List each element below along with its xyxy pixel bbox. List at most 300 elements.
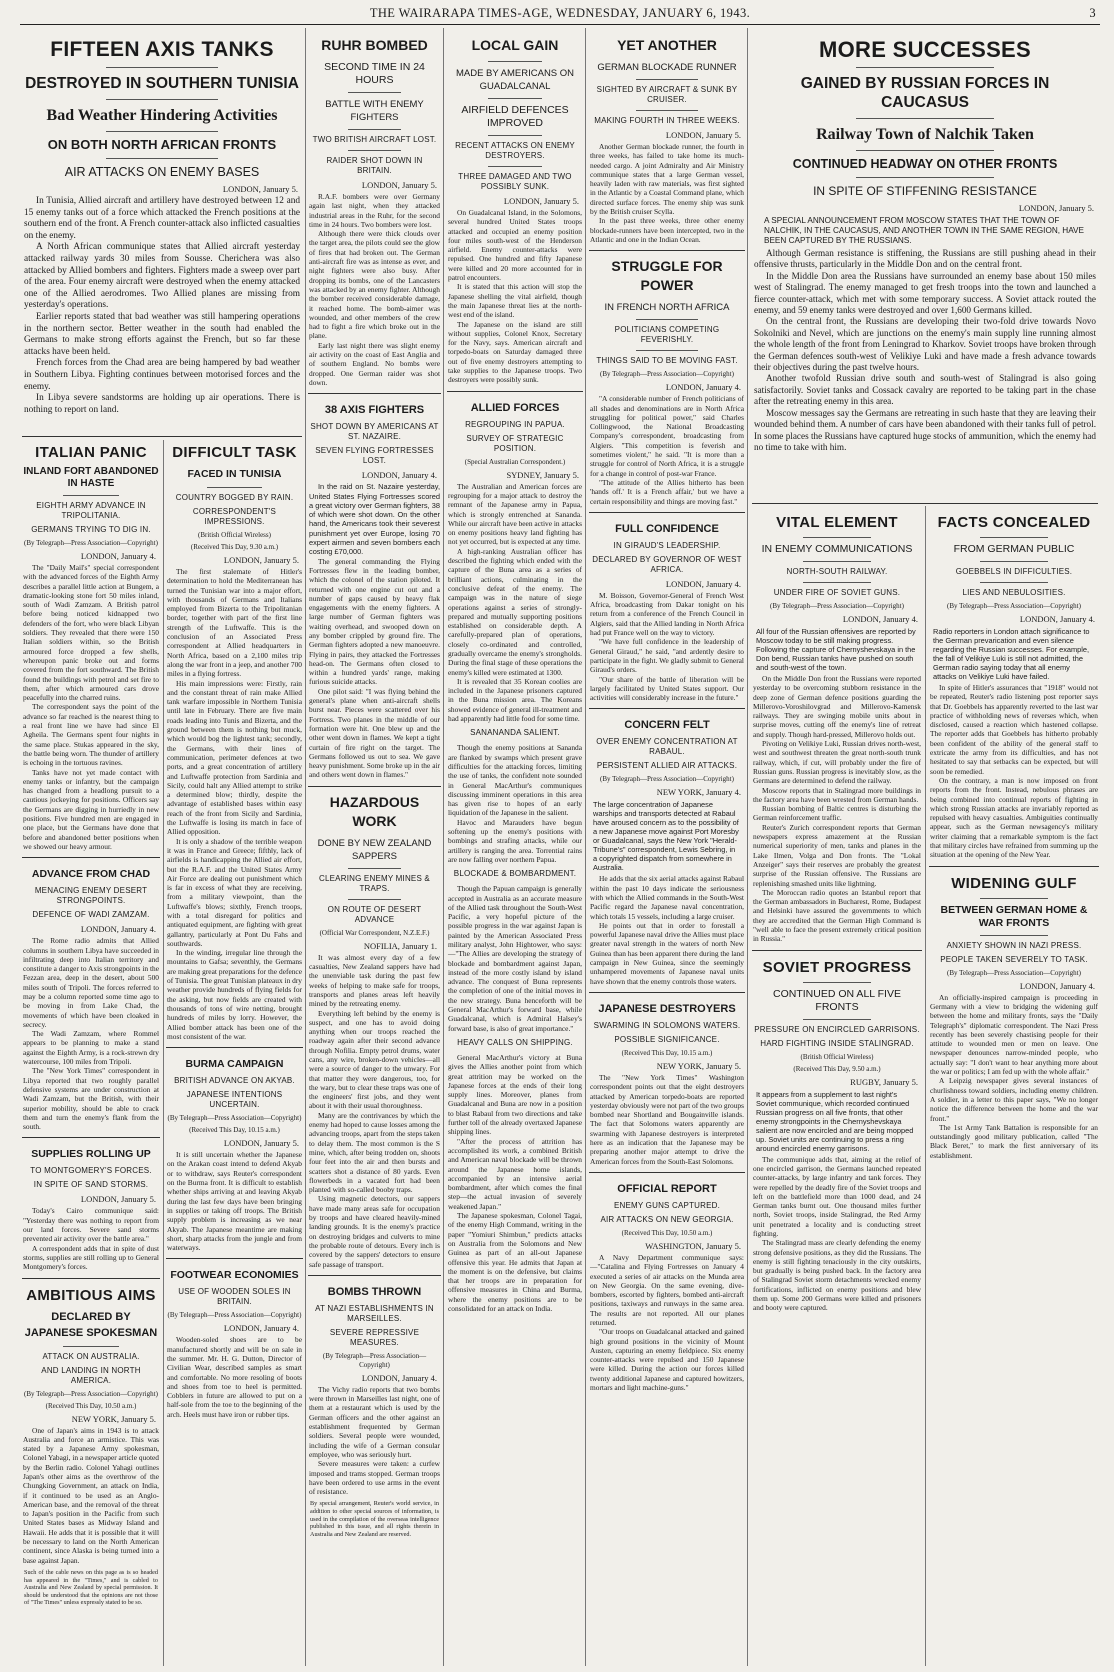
section-rule <box>589 992 745 993</box>
subheadline: IN GIRAUD'S LEADERSHIP. <box>613 540 721 550</box>
received-line: (Received This Day, 10.15 a.m.) <box>189 1126 280 1135</box>
masthead-rule <box>20 24 1100 25</box>
article-body <box>590 394 744 506</box>
credit: (By Telegraph—Press Association—Copyright) <box>770 602 904 610</box>
subheadline: TO MONTGOMERY'S FORCES. <box>30 1166 152 1176</box>
headline: OFFICIAL REPORT <box>617 1182 717 1195</box>
subheadline: OVER ENEMY CONCENTRATION AT RABAUL. <box>596 737 738 757</box>
paragraph: General MacArthur's victory at Buna gives the Allies another point from which great attrition may be worked on the Japanese forces at the ends of their long supply lines. Moreover, planes from Guadalcanal and Buna are now in a position to blast Rabaul from two directions and take further toll of the already overtaxed Japanese shipping lines. <box>448 1052 582 1137</box>
subheadline: BRITISH ADVANCE ON AKYAB. <box>174 1076 295 1086</box>
article-body <box>753 1155 921 1313</box>
subheadline: MADE BY AMERICANS ON GUADALCANAL <box>455 68 575 92</box>
section-rule <box>166 1258 303 1259</box>
dateline: LONDON, January 4. <box>1019 980 1095 991</box>
paragraph: Everything left behind by the enemy is suspect, and one has to avoid doing anything when our troops reached the roadway again after their second advance through Nofilia. Empty petrol drums, water cans, any wire, broken-down vehicles—all were a source of danger to the unwary. For that matter they were dangerous, too, for the wary, but to clear these traps was one of the engineers' first jobs, and they went about it with their usual thoroughness. <box>309 1008 440 1111</box>
paragraph: The Stalingrad mass are clearly defending the enemy strong defensive positions, as they did the Russians. The enemy is still fighting tenaciously in the city outskirts, but gradually is being pushed back. In the factory area of Stalingrad Soviet storm detachments wrecked enemy fortifications, inflicted on enemy positions and blew them up. Some 200 Germans were killed and prisoners and booty were captured. <box>753 1238 921 1313</box>
headline: ALLIED FORCES <box>470 401 560 414</box>
paragraph: On Guadalcanal Island, in the Solomons, several hundred United States troops attacked and occupied an enemy position four miles south-west of the Henderson airfield. Enemy counter-attacks were repulsed. One hundred and fifty Japanese were killed and 20 more accounted for in patrol encounters. <box>448 208 582 283</box>
lead-paragraph: The large concentration of Japanese warships and transports detected at Rabaul have aroused concern as to the possibility of a new Japanese move against Port Moresby or Guadalcanal, says the New York "Herald-Tribune's" correspondent, Lewis Sebring, in a copyrighted dispatch from somewhere in Australia. <box>593 800 739 873</box>
column-divider <box>585 28 586 1666</box>
paragraph: The first stalemate of Hitler's determination to hold the Mediterranean has turned the Tunisian war into a major effort, with thousands of Germans and Italians employed from Bizerta to the Tripolitanian border, together with part of the first line strength of the Luftwaffe. This is the conclusion of an Associated Press correspondent at Allied headquarters in North Africa, based on a 2,100 miles trip along the war front in a jeep, and another 700 miles in a flying fortress. <box>167 567 302 679</box>
headline: LOCAL GAIN <box>471 37 559 53</box>
paragraph: On the Middle Don front the Russians were reported yesterday to be overcoming stubborn resistance in the deep zone of German defence positions guarding the Millerovo-Voroshilovgrad and Millerovo-Kamensk railways. They are swinging mobile units about in surprise moves, cutting off the enemy's line of retreat and supply. Though hard-pressed, Millerovo holds out. <box>753 674 921 739</box>
headline: FULL CONFIDENCE <box>615 522 719 535</box>
headline: BURMA CAMPAIGN <box>185 1058 284 1071</box>
paragraph: Although German resistance is stiffening, the Russians are still pushing ahead in their offensive thrusts, particularly in the Middle Don and on the central front. <box>754 248 1096 270</box>
paragraph: "We have full confidence in the leadership of General Giraud," he said, "and ardently desire to participate in the fight. We gladly submit to General Giraud's orders. <box>590 637 744 675</box>
subheadline: SWARMING IN SOLOMONS WATERS. <box>593 1020 741 1030</box>
headline-rule <box>106 67 218 68</box>
credit: (By Telegraph—Press Association—Copyright) <box>947 602 1081 610</box>
subheadline: SHOT DOWN BY AMERICANS AT ST. NAZAIRE. <box>310 422 439 442</box>
headline-rule <box>348 899 401 900</box>
headline-rule <box>856 67 994 68</box>
subheadline: SEVEN FLYING FORTRESSES LOST. <box>315 446 434 466</box>
headline: 38 AXIS FIGHTERS <box>324 404 425 417</box>
dateline: LONDON, January 4. <box>361 1372 437 1383</box>
section-rule <box>589 250 745 251</box>
headline-rule <box>980 561 1048 562</box>
column-divider <box>747 28 748 1666</box>
headline: AMBITIOUS AIMS <box>26 1286 156 1304</box>
section-rule <box>22 436 302 437</box>
paragraph: Earlier reports stated that bad weather was still hampering operations in the northern sector. Better weather in the south had enabled the Germans to make strong efforts against the French, but so far these attacks have been held. <box>24 311 300 357</box>
section-rule <box>447 391 583 392</box>
paragraph: Using magnetic detectors, our sappers have made many areas safe for occupation by troops and have cleared heavily-mined landing grounds. It is the enemy's practice on destroying bridges and culverts to mine the probable route of detours. Every inch is covered by the sappers' detectors to ensure safe passage of transport. <box>309 1194 440 1269</box>
section-subhead: SANANANDA SALIENT. <box>470 728 560 738</box>
headline-rule <box>488 98 542 99</box>
headline: CONCERN FELT <box>624 719 710 732</box>
subheadline: GAINED BY RUSSIAN FORCES IN CAUCASUS <box>800 75 1050 111</box>
paragraph: It is still uncertain whether the Japanese on the Arakan coast intend to defend Akyab or to withdraw, says Reuter's correspondent on the Burma front. It is difficult to establish whether ships arriving at and leaving Akyab during the last few days have been bringing in supplies or taking off troops. The British supply problem is increasing as we near Akyab. The Japanese meantime are making short, sharp attacks from the jungle and from waterways. <box>167 1150 302 1253</box>
paragraph: Moscow reports that in Stalingrad more buildings in the factory area have been wrested from German hands. <box>753 785 921 804</box>
dateline: LONDON, January 4. <box>842 614 918 624</box>
column-2 <box>166 440 303 1668</box>
dateline: NEW YORK, January 4. <box>656 787 741 798</box>
paragraph: On the central front, the Russians are developing their two-fold drive towards Novo Sokolniki and Nevel, which are junctions on the enemy's main supply line running almost the whole length of the front from Leningrad to Kharkov. Soviet troops have broken through the German defences south-west of Velikiye Luki and have made a fresh advance towards their objectives during the past twelve hours. <box>754 316 1096 373</box>
subheadline: MAKING FOURTH IN THREE WEEKS. <box>594 116 740 125</box>
dateline: LONDON, January 5. <box>1018 203 1094 213</box>
paragraph: Today's Cairo communique said: "Yesterday there was nothing to report from our land forces. Severe sand storms prevented air activity over the battle area." <box>23 1206 159 1244</box>
subheadline: RAIDER SHOT DOWN IN BRITAIN. <box>326 156 423 175</box>
subheadline: UNDER FIRE OF SOVIET GUNS. <box>773 588 901 597</box>
subheadline: BATTLE WITH ENEMY FIGHTERS <box>325 99 424 123</box>
paragraph: The general commanding the Flying Fortresses flew in the leading bomber, which the colonel of the station piloted. It returned with one engine cut out and a number of gaps caused by heavy flak engagements with the enemy fighters. A large number of German fighters was waiting overhead, and swooped down on any bomber crippled by ground fire. The German fighters adopted a new manoeuvre. Flying in pairs, they attacked the Fortresses head-on. The Germans often closed to within a hundred yards' range, making furious suicide attacks. <box>309 556 440 687</box>
subheadline: PEOPLE TAKEN SEVERELY TO TASK. <box>940 954 1088 964</box>
article-body <box>167 567 302 1041</box>
paragraph: The Wadi Zamzam, where Rommel appears to be planning to make a stand against the Eighth Army, is a rock-strewn dry watercourse, 100 miles from Tripoli. <box>23 1029 159 1067</box>
subheadline: USE OF WOODEN SOLES IN BRITAIN. <box>178 1287 291 1307</box>
paragraph: M. Boisson, Governor-General of French West Africa, broadcasting from Dakar tonight on his return from a conference of the French Council in Algiers, said that the Allied landing in North Africa had put France well on the way to victory. <box>590 590 744 638</box>
section-rule <box>166 1047 303 1048</box>
headline-rule <box>980 537 1048 538</box>
headline: FOOTWEAR ECONOMIES <box>170 1269 299 1282</box>
subheadline: ON ROUTE OF DESERT ADVANCE <box>327 904 422 924</box>
headline-rule <box>106 131 218 132</box>
subheadline: SEVERE REPRESSIVE MEASURES. <box>329 1327 420 1347</box>
section-subhead: BLOCKADE & BOMBARDMENT. <box>453 869 577 879</box>
credit: (By Telegraph—Press Association—Copyright) <box>947 968 1081 977</box>
subheadline: DECLARED BY GOVERNOR OF WEST AFRICA. <box>592 554 742 574</box>
article-body <box>448 208 582 385</box>
paragraph: The Japanese spokesman, Colonel Tagai, of the enemy High Command, writing in the paper "Yomiuri Shimbun," predicts attacks on Australia from the Solomons and New Guinea as part of an all-out Japanese offensive this year. He admits that Japan at the moment is on the defensive, but claims that her troops are in preparation for offensive measures in China and Burma, where the enemy positions are to be consolidated for an attack on India. <box>448 1211 582 1313</box>
section-subhead: HEAVY CALLS ON SHIPPING. <box>457 1037 573 1047</box>
subheadline: AIR ATTACKS ON ENEMY BASES <box>64 165 260 179</box>
paragraph: Reuter's Zurich correspondent reports that German newspapers express amazement at the Russian numerical superiority of men, tanks and planes in the Lake Ilmen, Volga and Don fronts. The "Lokal Anzeiger" says their reserves are probably the greatest surprise of the Russian offensive. The Russians are replenishing smashed units like lightning. <box>753 822 921 888</box>
headline-rule <box>803 1019 871 1020</box>
subheadline: FROM GERMAN PUBLIC <box>953 543 1075 555</box>
paragraph: One of Japan's aims in 1943 is to attack Australia and force an armistice. This was stated by a Japanese Army spokesman, Colonel Yabagi, in a newspaper article quoted by the Berlin radio. Colonel Yahagi outlines Japan's other aims as the overthrow of the Chungking Government, an attack on India, if it continued to be used as an Anglo-American base, and the removal of the threat to Japan's position in the Pacific from such United States bases as Midway Island and Hawaii. He adds that it is possible that it will be necessary to land on the North American continent, since Alaska is being turned into a base against Japan. <box>23 1425 159 1565</box>
paragraph: On the contrary, a man is now imposed on front reports from the front. Instead, nebulous phrases are being combined into continual reports of fighting in which strong Russian attacks are invariably reported as repulsed with heavy casualties. Ambiguities continually appear, such as the German newsagency's military writer claiming that a remarkable symptom is the fact that military circles have refrained from summing up the situation at the opening of the New Year. <box>930 775 1098 860</box>
paragraph: The Rome radio admits that Allied columns in southern Libya have succeeded in infiltrating deep into Italian territory and constitute a danger to Axis strongpoints in the Fezzan area, deep in the desert, about 500 miles south of Tripoli. The forces referred to may be a column reported some time ago to be moving in from Lake Chad, the movements of which have been cloaked in secrecy. <box>23 936 159 1029</box>
dateline: LONDON, January 5. <box>80 1194 156 1205</box>
paragraph: It is stated that this action will stop the Japanese shelling the vital airfield, though the main Japanese threat lies at the north-west end of the island. <box>448 282 582 320</box>
headline-rule <box>803 561 871 562</box>
paragraph: The Japanese on the island are still without supplies, Colonel Knox, Secretary for the Navy, says. American aircraft and torpedo-boats on Saturday damaged three out of five enemy destroyers attempting to take supplies to the Japanese troops. Two destroyers were possibly sunk. <box>448 319 582 385</box>
dateline: LONDON, January 5. <box>503 196 579 206</box>
subheadline: TWO BRITISH AIRCRAFT LOST. <box>312 135 437 144</box>
headline: BOMBS THROWN <box>327 1285 422 1298</box>
subheadline: JAPANESE INTENTIONS UNCERTAIN. <box>186 1090 283 1110</box>
subheadline: INLAND FORT ABANDONED IN HASTE <box>23 466 159 489</box>
article-body <box>590 1253 744 1392</box>
subheadline: IN FRENCH NORTH AFRICA <box>604 302 730 314</box>
credit: (By Telegraph—Press Association—Copyright) <box>24 539 158 547</box>
subheadline: REGROUPING IN PAPUA. <box>465 419 565 429</box>
article-body <box>930 683 1098 860</box>
paragraph: In Tunisia, Allied aircraft and artillery have destroyed between 12 and 15 enemy tanks out of a force which attacked the French positions at the southern end of the front. A French counter-attack also inflicted casualties on the enemy. <box>24 196 300 241</box>
section-rule <box>22 1137 160 1138</box>
subheadline: RECENT ATTACKS ON ENEMY DESTROYERS. <box>455 141 575 160</box>
section-rule <box>752 950 922 951</box>
paragraph: Many are the contrivances by which the enemy had hoped to cause losses among the advancing troops, apart from the steps taken to delay them. The most common is the S mine, which, after being trodden on, shoots four feet into the air and then bursts and scatters shot a distance of 80 yards. Even flowerbeds in a vacated fort had been planted with so-called booby traps. <box>309 1110 440 1195</box>
headline-rule <box>803 537 871 538</box>
article-body <box>23 936 159 1131</box>
headline: ITALIAN PANIC <box>35 444 147 461</box>
paragraph: "After the process of attrition has accomplished its work, a combined British and American naval blockade will be thrown around the Japanese home islands, accompanied by an intensive aerial bombardment, after which comes the final step—the actual invasion of severely weakened Japan." <box>448 1136 582 1211</box>
subheadline: ENEMY GUNS CAPTURED. <box>613 1200 721 1210</box>
dateline: LONDON, January 4. <box>80 924 156 935</box>
subheadline: AND LANDING IN NORTH AMERICA. <box>41 1365 141 1385</box>
headline: ADVANCE FROM CHAD <box>31 868 151 881</box>
headline-rule <box>980 898 1048 899</box>
article-body <box>590 142 744 244</box>
column-4 <box>447 32 583 1668</box>
subheadline: AIRFIELD DEFENCES IMPROVED <box>461 104 569 129</box>
article-body <box>24 196 300 416</box>
credit: (Official War Correspondent, N.Z.E.F.) <box>319 928 430 937</box>
subheadline: SECOND TIME IN 24 HOURS <box>324 61 425 86</box>
headline: VITAL ELEMENT <box>776 514 898 531</box>
credit: (Special Australian Correspondent.) <box>464 457 566 466</box>
dateline: LONDON, January 4. <box>1019 614 1095 624</box>
article-body <box>590 874 744 986</box>
section-rule <box>752 503 1098 504</box>
subheadline: NORTH-SOUTH RAILWAY. <box>786 567 888 576</box>
article-body <box>23 563 159 851</box>
paragraph: One pilot said: "I was flying behind the general's plane when anti-aircraft shells burst near. Pieces were scattered over his Fortress. Two planes in the middle of our formation were hit. One blew up and the other went down in flames. We kept a tight curtain of fire right on the target. The Germans followed us out to sea. We gave heavy punishment. Some broke up in the air and others went down in flames." <box>309 686 440 780</box>
subheadline: DESTROYED IN SOUTHERN TUNISIA <box>25 75 299 92</box>
subheadline: CORRESPONDENT'S IMPRESSIONS. <box>192 507 277 526</box>
subheadline: GERMAN BLOCKADE RUNNER <box>597 62 737 73</box>
dateline: SYDNEY, January 5. <box>506 469 579 480</box>
lead-paragraph: All four of the Russian offensives are reported by Moscow today to be still making progress. Following the capture of Chernyshevskaya in the Don bend, Russian tanks have pushed on south and south-west of the town. <box>756 627 916 672</box>
subheadline: DECLARED BY JAPANESE SPOKESMAN <box>24 1310 158 1339</box>
paragraph: A Leipzig newspaper gives several instances of churlishness toward soldiers, including enemy children. A soldier, in a letter to this paper says, "We no longer notice the difference between the home and the war front." <box>930 1076 1098 1123</box>
paragraph: Havoc and Marauders have begun softening up the enemy's positions with bombings and strafing attacks, while our artillery is ranging the area. Torrential rains are now falling over northern Papua. <box>448 817 582 864</box>
paragraph: The 1st Army Tank Battalion is responsible for an outstandingly good military publication, called "The Black Beret," to mark the first anniversary of its establishment. <box>930 1122 1098 1160</box>
section-rule <box>22 857 160 858</box>
paragraph: A high-ranking Australian officer has described the fighting which ended with the capture of the Buna area as a series of brilliant actions, culminating in the conclusive defeat of the enemy. The campaign was in the nature of siege operations against a series of strongly-prepared and mutually supporting positions established on considerable depth. A carefully-prepared plan of operations, closely co-ordinated and controlled, gradually overcame the enemy's strongholds. During the final stage of these operations the enemy's killed were estimated at 1300. <box>448 546 582 677</box>
paragraph: In the past three weeks, three other enemy blockade-runners have been intercepted, two in the Atlantic and one in the Indian Ocean. <box>590 216 744 244</box>
credit: (British Official Wireless) <box>800 1052 874 1061</box>
column-divider <box>163 440 164 1666</box>
paragraph: It was almost every day of a few casualties, New Zealand sappers have had the unenviable task during the past few weeks of helping to make safe for troops, transports and planes areas left heavily mined by the retreating enemy. <box>309 952 440 1009</box>
footnote: Such of the cable news on this page as is so headed has appeared in the "Times," and is cabled to Australia and New Zealand by special permission. It should be understood that the opinions are not those of "The Times" unless expressly stated to be so. <box>24 1568 158 1607</box>
headline: RUHR BOMBED <box>321 37 428 53</box>
section-rule <box>22 1278 160 1279</box>
headline-rule <box>636 319 698 320</box>
dateline: NEW YORK, January 5. <box>656 1060 741 1071</box>
paragraph: In Libya severe sandstorms are holding up air operations. There is nothing to report on land. <box>24 393 300 415</box>
subheadline: IN SPITE OF STIFFENING RESISTANCE <box>813 184 1037 198</box>
paragraph: His main impressions were: Firstly, rain and the constant threat of rain make Allied tank warfare impossible in Northern Tunisia until late in February. There are five main roads leading into Tunis and Bizerta, and the ground between them is nothing but muck, which would bog the lightest tank; secondly, the Germans, with their lines of communication, perimeter defences at two ports, and a great concentration of artillery and Luftwaffe protection from Sardinia and Sicily, could halt any Allied attempt to strike a determined blow; thirdly, despite the advantage of established bases within easy reach of the front from Sicily and Sardinia, the Luftwaffe is losing its match in face of Allied opposition. <box>167 678 302 837</box>
masthead-title: THE WAIRARAPA TIMES-AGE, WEDNESDAY, JANUARY 6, 1943. <box>369 6 751 20</box>
headline-rule <box>488 135 542 136</box>
received-line: (Received This Day, 10.50 a.m.) <box>45 1401 137 1410</box>
section-rule <box>589 512 745 513</box>
paragraph: Another twofold Russian drive south and south-west of Stalingrad is also going satisfactorily. Soviet tanks and Cossack cavalry are reported to be taking part in the chase after the retreating enemy in this area. <box>754 373 1096 407</box>
masthead <box>20 6 1100 24</box>
article-more-successes <box>752 30 1098 500</box>
headline-rule <box>803 982 871 983</box>
headline-rule <box>63 1346 118 1347</box>
headline-rule <box>348 92 401 93</box>
subheadline: MENACING ENEMY DESERT STRONGPOINTS. <box>34 886 148 906</box>
headline-rule <box>803 582 871 583</box>
headline-rule <box>488 166 542 167</box>
paragraph: He adds that the six aerial attacks against Rabaul within the past 10 days indicate the seriousness with which the Allied commands in the South-West Pacific regard the Japanese naval concentration, which totals 15 vessels, including a large cruiser. <box>590 874 744 921</box>
article-body <box>930 993 1098 1160</box>
article-body <box>23 1206 159 1271</box>
subheadline: THREE DAMAGED AND TWO POSSIBLY SUNK. <box>458 172 572 191</box>
headline: HAZARDOUS WORK <box>329 793 420 829</box>
paragraph: In the winding, irregular line through the mountains to Gafsa; seventhly, the Germans are making great preparations for the defence of Tunisia. The great Tunisian plateaux in dry weather provide hundreds of flying fields for the asking, but now fields are created with thousands of tons of wire netting, brought hundreds of miles by lorry. However, the Allied bomber attack has been one of the most consistent of the war. <box>167 948 302 1041</box>
paragraph: Russian bombing of Baltic centres is disturbing the German reinforcement traffic. <box>753 804 921 823</box>
column-3 <box>308 32 441 1668</box>
subheadline: AIR ATTACKS ON NEW GEORGIA. <box>600 1214 734 1224</box>
dateline: LONDON, January 4. <box>665 578 741 589</box>
dateline: WASHINGTON, January 5. <box>645 1240 741 1251</box>
dateline: NEW YORK, January 5. <box>71 1413 156 1424</box>
lead-paragraph: It appears from a supplement to last night's Soviet communique, which recorded continued Russian progress on all five fronts, that other enemy strongpoints in the Chernyshevskaya salient are now encircled and are being mopped up. Soviet units are continuing to press a ring around encircled enemy garrisons. <box>756 1089 914 1153</box>
subheadline: IN ENEMY COMMUNICATIONS <box>761 543 913 555</box>
subheadline: SIGHTED BY AIRCRAFT & SUNK BY CRUISER. <box>596 85 738 104</box>
subheadline: DEFENCE OF WADI ZAMZAM. <box>32 910 150 920</box>
article-body <box>590 591 744 703</box>
section-rule <box>308 1275 441 1276</box>
subheadline: THINGS SAID TO BE MOVING FAST. <box>596 356 738 366</box>
headline-rule <box>856 118 994 119</box>
subheadline: GOEBBELS IN DIFFICULTIES. <box>955 567 1073 576</box>
headline-rule <box>106 158 218 159</box>
column-divider <box>443 28 444 1666</box>
subheadline: DONE BY NEW ZEALAND SAPPERS <box>317 837 432 862</box>
article-body <box>590 1073 744 1166</box>
paragraph: The communique adds that, aiming at the relief of one encircled garrison, the Germans launched repeated counter-attacks, by large infantry and tank forces. They were repelled by the deadly fire of the Soviet troops and left on the battlefield more than 1000 dead, and 24 German tanks burnt out. One thousand miles further north, Soviet troops, inside Stalingrad, the Red Army unit penetrated a locality and is conducting street fighting. <box>753 1154 921 1238</box>
paragraph: "The attitude of the Allies hitherto has been 'hands off.' It is a French affair,' but we have a certain responsibility and things are moving fast." <box>590 477 744 506</box>
subheadline: GERMANS TRYING TO DIG IN. <box>31 525 151 534</box>
subheadline: COUNTRY BOGGED BY RAIN. <box>175 493 294 502</box>
headline-rule <box>856 177 994 178</box>
headline-rule <box>636 350 698 351</box>
paragraph: Pivoting on Velikiye Luki, Russian drives north-west, west and southwest threaten the great north-south trunk railway, which, if cut, will probably under the fire of Russian guns. Russian progress is inevitably slow, as the Germans are determined to defend the railway. <box>753 739 921 786</box>
headline: SUPPLIES ROLLING UP <box>31 1148 151 1161</box>
section-rule <box>929 866 1099 867</box>
subheadline: EIGHTH ARMY ADVANCE IN TRIPOLITANIA. <box>36 501 146 520</box>
article-body <box>753 674 921 944</box>
headline: YET ANOTHER <box>617 37 717 53</box>
received-line: (Received This Day, 10.50 a.m.) <box>621 1228 713 1237</box>
article-fifteen-axis-tanks <box>22 30 302 435</box>
headline: DIFFICULT TASK <box>172 444 297 461</box>
paragraph: French forces from the Chad area are being hampered by bad weather in Southern Libya. Fighting continues between motorised forces and the enemy. <box>24 358 300 392</box>
headline-rule <box>856 150 994 151</box>
paragraph: The "New York Times" correspondent in Libya reported that two roughly parallel defensive systems are under construction at Wadi Zamzam, but the British, with their superior mobility, should be able to crack them and turn the enemy's flank from the south. <box>23 1066 159 1132</box>
headline: STRUGGLE FOR POWER <box>611 258 723 294</box>
credit: (By Telegraph—Press Association—Copyright) <box>600 775 734 784</box>
section-rule <box>308 393 441 394</box>
headline: FIFTEEN AXIS TANKS <box>50 38 274 61</box>
headline: WIDENING GULF <box>951 874 1077 892</box>
subheadline: LIES AND NEBULOSITIES. <box>962 588 1066 597</box>
subheadline: HARD FIGHTING INSIDE STALINGRAD. <box>760 1038 914 1048</box>
paragraph: Though the Papuan campaign is generally accepted in Australia as an accurate measure of the Allied task throughout the South-West Pacific, a very hopeful picture of the possible progress in the war against Japan is painted by the American Associated Press military analyst, John Hightower, who says:—"The Allies are developing the strategy of blockade and bombardment against Japan, instead of the more costly island by island advance. The conquest of Buna represents the completion of one of the initial moves in the new strategy. Buna henceforth will be General MacArthur's forward base, while Guadalcanal, which is Admiral Halsey's forward base, is also of great importance." <box>448 884 582 1033</box>
credit: (British Official Wireless) <box>198 531 271 539</box>
dateline: NOFILIA, January 1. <box>363 940 437 951</box>
dateline: LONDON, January 5. <box>665 130 741 140</box>
subheadline: CLEARING ENEMY MINES & TRAPS. <box>319 873 430 893</box>
article-body <box>309 1385 440 1497</box>
paragraph: Severe measures were taken: a curfew imposed and trams stopped. German troops have been ordered to use arms in the event of resistance. <box>309 1459 440 1497</box>
subheadline: CONTINUED ON ALL FIVE FRONTS <box>773 987 901 1013</box>
paragraph: He points out that in order to forestall a powerful Japanese naval drive the Allies must place greater naval strength in the waters of north New Guinea than has been apparent there during the land campaign in New Guinea, since the seemingly unhampered movements of Japanese naval units have shown that the enemy controls those waters. <box>590 920 744 986</box>
paragraph: It is only a shadow of the terrible weapon it was in France and Greece; fifthly, lack of airfields is handicapping the Allied air effort, but the R.A.F. and the United States Army Air Force are dealing out punishment which is far in excess of what they are receiving, from a military viewpoint, than the Luftwaffe's blows; sixthly, French troops, with a total disregard for politics and antiquated equipment, are fighting with great gallantry, particularly at Pont Du Fahs and southwards. <box>167 836 302 948</box>
lead-paragraph: A SPECIAL ANNOUNCEMENT FROM MOSCOW STATES THAT THE TOWN OF NALCHIK, IN THE CAUCASUS, AND ANOTHER TOWN IN THE SAME REGION, HAVE BEEN CAPTURED BY THE RUSSIANS. <box>764 216 1084 245</box>
dateline: LONDON, January 5. <box>223 555 299 565</box>
subheadline: IN SPITE OF SAND STORMS. <box>33 1180 149 1190</box>
paragraph: Early last night there was slight enemy air activity on the coast of East Anglia and of southern England. No bombs were dropped. One German raider was shot down. <box>309 340 440 387</box>
headline: JAPANESE DESTROYERS <box>598 1002 736 1015</box>
headline-rule <box>488 61 542 62</box>
credit: (By Telegraph—Press Association—Copyright) <box>167 1114 302 1123</box>
dateline: LONDON, January 4. <box>665 382 741 393</box>
dateline: LONDON, January 4. <box>361 470 437 481</box>
paragraph: Another German blockade runner, the fourth in three weeks, has failed to take home its much-needed cargo. A joint Admiralty and Air Ministry communique states that a large German vessel, heavily laden with raw materials, was first sighted in the Atlantic by a Coastal Command plane, which directed surface forces. The enemy ship was sunk by the British cruiser Scylla. <box>590 142 744 217</box>
paragraph: Tanks have not yet made contact with enemy tanks or infantry, but the campaign has changed from a headlong pursuit to a cautious jockeying for positions. Officers say the Germans are digging in hurriedly in new positions. Five hundred men are engaged in one place, but the Germans have done that before and abandoned better positions when we showed our heavy armour. <box>23 767 159 851</box>
subheadline: FACED IN TUNISIA <box>187 468 282 480</box>
subheadline: Railway Town of Nalchik Taken <box>816 126 1034 143</box>
subheadline: PERSISTENT ALLIED AIR ATTACKS. <box>596 761 738 771</box>
headline-rule <box>348 150 401 151</box>
received-line: (Received This Day, 9.30 a.m.) <box>190 543 279 551</box>
paragraph: Though the enemy positions at Sananda are flanked by swamps which present grave difficulties for the attacking forces, limiting the use of tanks, the confident note sounded in General MacArthur's communiques discussing imminent operations in this area has given rise to hopes of an early liquidation of the Japanese in the salient. <box>448 743 582 818</box>
paragraph: Moscow messages say the Germans are retreating in such haste that they are leaving their wounded behind them. A number of cars have been abandoned with their tanks full of petrol. In some places the Russians have captured huge stocks of ammunition, which the enemy had no time to take with him. <box>754 407 1096 452</box>
column-1 <box>22 440 160 1668</box>
paragraph: "Our share of the battle of liberation will be largely facilitated by United States support. Our activities will considerably increase in the future." <box>590 674 744 703</box>
paragraph: "Our troops on Guadalcanal attacked and gained high ground positions in the vicinity of Mount Austen, capturing an enemy fieldpiece. Six enemy counter-attacks were repulsed and 150 Japanese were killed. During the action our forces killed twenty additional Japanese and captured howitzers, mortars and light machine-guns." <box>590 1327 744 1393</box>
paragraph: In the Middle Don area the Russians have surrounded an enemy base about 150 miles west of Stalingrad. The enemy managed to get fresh troops into the town and launched a fierce counter-attack, which met with some temporary success. A Soviet attack routed the enemy, and 59 enemy tanks were destroyed and over 1,600 Germans killed. <box>754 270 1096 316</box>
headline-rule <box>207 487 262 488</box>
subheadline: SURVEY OF STRATEGIC POSITION. <box>466 433 564 453</box>
column-divider <box>925 506 926 1666</box>
headline-rule <box>106 99 218 100</box>
subheadline: ANXIETY SHOWN IN NAZI PRESS. <box>946 940 1082 950</box>
article-body <box>309 482 440 780</box>
subheadline: PRESSURE ON ENCIRCLED GARRISONS. <box>754 1024 920 1034</box>
paragraph: The "New York Times" Washington correspondent points out that the eight destroyers attacked by American torpedo-boats are reported yesterday obviously were not part of the two groups bombed near Shortland and Bougainville islands. The fact that Solomons waters apparently are swarming with Japanese destroyers is interpreted here as an indication that the Japanese may be preparing another major attempt to drive the American forces from the South-East Solomons. <box>590 1072 744 1166</box>
headline-rule <box>980 582 1048 583</box>
subheadline: POSSIBLE SIGNIFICANCE. <box>614 1034 720 1044</box>
lead-paragraph: Radio reporters in London attach significance to the German prevarication and even silence regarding the Russian successes. For example, the fall of Velikiye Luki is still not admitted, the German radio saying today that all enemy attacks on Velikiye Luki have failed. <box>933 627 1090 681</box>
column-7 <box>929 506 1099 1668</box>
headline-rule <box>636 79 698 80</box>
page-number: 3 <box>1089 6 1096 20</box>
received-line: (Received This Day, 9.50 a.m.) <box>793 1064 881 1073</box>
credit: (By Telegraph—Press Association—Copyright) <box>600 370 734 379</box>
dateline: RUGBY, January 5. <box>850 1076 918 1087</box>
dateline: LONDON, January 5. <box>361 180 437 190</box>
paragraph: A Navy Department communique says:—"Catalina and Flying Fortresses on January 4 executed a series of air attacks on the Munda area on New Georgia. On the same evening, dive-bombers, escorted by fighters, bombed anti-aircraft positions, taxiways and runways in the same area. The results are not reported. All our planes returned. <box>590 1252 744 1327</box>
paragraph: The Vichy radio reports that two bombs were thrown in Marseilles last night, one of them at a restaurant which is used by the German officers and the other against an establishment frequented by German soldiers. Several people were wounded, including the wife of a German consular employee, who was seriously hurt. <box>309 1384 440 1459</box>
paragraph: R.A.F. bombers were over Germany again last night, when they attacked industrial areas in the Ruhr, for the second time in 24 hours. Two bombers were lost. <box>309 192 440 229</box>
received-line: (Received This Day, 10.15 a.m.) <box>621 1048 713 1057</box>
article-body <box>23 1426 159 1565</box>
paragraph: The "Daily Mail's" special correspondent with the advanced forces of the Eighth Army describes a parallel little action at Bungem, a dramatic-looking stone fort 50 miles inland, south of Wadi Zamzam. A British patrol before being noticed kidnapped two defenders of the fort, who were black Libyan soldiers. They revealed that there were 150 Italian soldiers within, so the British armoured force dropped a few shells, whereupon panic broke out and forms covered from the fort southward. The British found the buildings with petrol and set fire to them, after which armoured cars drove peacefully into the charred ruins. <box>23 563 159 703</box>
headline: MORE SUCCESSES <box>818 37 1032 62</box>
headline: FACTS CONCEALED <box>937 514 1091 531</box>
paragraph: "A considerable number of French politicians of all shades and denominations are in North Africa struggling for political power," said Charles Collingwood, the National Broadcasting Company's correspondent, broadcasting from Algiers. "This competition is feverish and sometimes violent," he said. "It is more than a struggle for control of North Africa, it is a struggle for a change in control of post-war France. <box>590 394 744 478</box>
paragraph: In the raid on St. Nazaire yesterday, United States Flying Fortresses scored a great victory over German fighters, 38 of which were shot down. On the other hand, the Americans took their severest punishment yet over Europe, losing 70 expert airmen and seven bombers each costing £70,000. <box>309 482 440 557</box>
subheadline: Bad Weather Hindering Activities <box>46 107 278 124</box>
subheadline: ATTACK ON AUSTRALIA. <box>42 1351 140 1361</box>
subheadline: BETWEEN GERMAN HOME & WAR FRONTS <box>940 903 1088 929</box>
subheadline: CONTINUED HEADWAY ON OTHER FRONTS <box>792 157 1058 171</box>
paragraph: The Australian and American forces are regrouping for a major attack to destroy the remnant of the Japanese army in Papua, which is strongly entrenched at Sananda. While our aircraft have been active in attacks on enemy positions heavy land fighting has not yet occurred, but is expected at any time. <box>448 481 582 547</box>
credit: (By Telegraph—Press Association—Copyright) <box>24 1389 158 1398</box>
paragraph: Although there were thick clouds over the target area, the pilots could see the glow of fires that had broken out. The German anti-aircraft fire was as intense as ever, and night fighters were also busy. After dropping its bombs, one of the Lancasters was attacked by an enemy fighter. Although the bomber received considerable damage, it reached home. The bomb-aimer was wounded, and other members of the crew had to fight a fire which broke out in the plane. <box>309 229 440 341</box>
section-rule <box>589 708 745 709</box>
article-body <box>448 884 582 1033</box>
column-5 <box>589 32 745 1668</box>
dateline: LONDON, January 5. <box>223 1138 299 1149</box>
paragraph: The Moroccan radio quotes an Istanbul report that the German ambassadors in Bucharest, Rome, Budapest and Helsinki have assured the governments to which they are accredited that the German High Command is "well able to face the present extremely critical position in Russia." <box>753 887 921 944</box>
article-body <box>309 192 440 387</box>
paragraph: In spite of Hitler's assurances that "1918" would not be repeated, Reuter's radio listening post reporter says that Dr. Goebbels has apparently reverted to the last war practice of withholding news of reverses which, when disclosed, caused a reaction which hastened collapse. The reporter adds that Goebbels has hitherto probably been confident of the ability of the general staff to extricate the army from its difficulties, and has not hesitated to say that setbacks can be expected, but will soon be remedied. <box>930 683 1098 776</box>
subheadline: POLITICIANS COMPETING FEVERISHLY. <box>614 325 720 345</box>
footnote: By special arrangement, Reuter's world service, in addition to other special sources of information, is used in the compilation of the overseas intelligence published in this issue, and all rights therein in Australia and New Zealand are reserved. <box>310 1500 439 1538</box>
headline-rule <box>348 129 401 130</box>
section-rule <box>308 786 441 787</box>
column-6 <box>752 506 922 1668</box>
paragraph: The correspondent says the point of the advance so far reached is the nearest thing to a real front line we have had since El Agheila. The Germans spent four nights in the same place. Stukas appeared in the sky, the battle being worn. The thunder of artillery is echoing in the tortuous ravines. <box>23 702 159 768</box>
credit: (By Telegraph—Press Association—Copyright) <box>322 1351 427 1369</box>
paragraph: A correspondent adds that in spite of dust storms, supplies are still rolling up to General Montgomery's forces. <box>23 1243 159 1272</box>
section-rule <box>589 1172 745 1173</box>
credit: (By Telegraph—Press Association—Copyright) <box>167 1311 302 1320</box>
subheadline: ON BOTH NORTH AFRICAN FRONTS <box>47 137 277 152</box>
article-body <box>448 743 582 864</box>
